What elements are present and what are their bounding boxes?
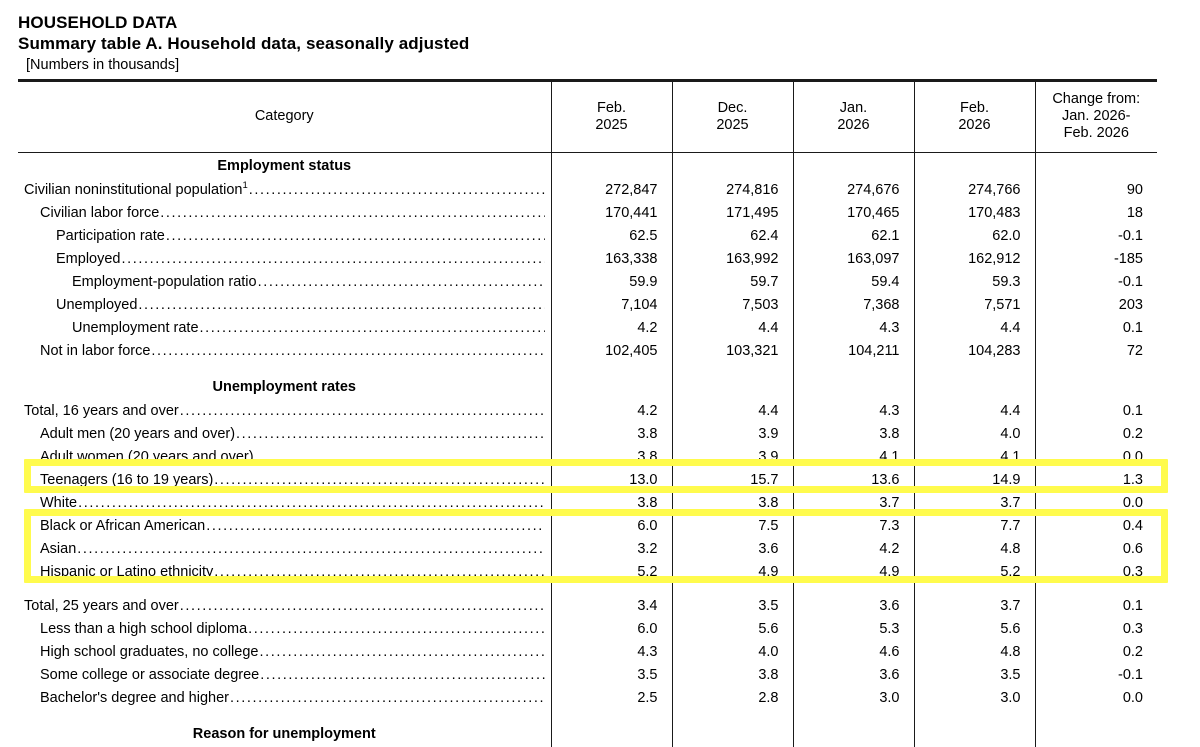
column-header-feb-2026: Feb. 2026: [914, 81, 1035, 153]
dot-leader: [260, 664, 544, 687]
column-header-category: Category: [18, 81, 551, 153]
row-label: Black or African American: [40, 515, 205, 538]
table-row: [18, 179, 1157, 202]
page-title: Summary table A. Household data, seasonally adjusted: [18, 33, 1200, 55]
row-label-cell: [18, 340, 551, 363]
cell-value: 3.5: [672, 595, 793, 618]
cell-value: 104,283: [914, 340, 1035, 363]
cell-value: 3.6: [793, 664, 914, 687]
cell-change: -0.1: [1035, 664, 1157, 687]
cell-value: 3.8: [551, 423, 672, 446]
spacer-cell: [793, 710, 914, 721]
dot-leader: [258, 271, 545, 294]
dot-leader: [214, 469, 544, 492]
table-row: [18, 271, 1157, 294]
table-header: [18, 81, 1157, 153]
dot-leader: [206, 515, 544, 538]
section-heading-cell: [672, 153, 793, 180]
row-label: Employed: [56, 248, 120, 271]
cell-change: 1.3: [1035, 469, 1157, 492]
row-label: Teenagers (16 to 19 years): [40, 469, 213, 492]
cell-value: 3.7: [793, 492, 914, 515]
cell-value: 59.3: [914, 271, 1035, 294]
dot-leader: [259, 641, 544, 664]
row-label: Unemployed: [56, 294, 137, 317]
cell-change: -185: [1035, 248, 1157, 271]
section-heading-row: [18, 374, 1157, 400]
cell-value: 7,104: [551, 294, 672, 317]
cell-value: 5.6: [672, 618, 793, 641]
cell-value: 163,338: [551, 248, 672, 271]
row-label: Unemployment rate: [72, 317, 199, 340]
units-note: [Numbers in thousands]: [18, 55, 1200, 75]
row-label-cell: [18, 179, 551, 202]
table-row: [18, 469, 1157, 492]
row-label-cell: [18, 400, 551, 423]
cell-value: 170,441: [551, 202, 672, 225]
row-label-cell: [18, 595, 551, 618]
row-label: Adult men (20 years and over): [40, 423, 235, 446]
row-label: Not in labor force: [40, 340, 150, 363]
cell-value: 6.0: [551, 618, 672, 641]
spacer-cell: [1035, 363, 1157, 374]
row-label-cell: [18, 664, 551, 687]
row-label-cell: [18, 317, 551, 340]
cell-value: 7.5: [672, 515, 793, 538]
cell-value: 4.2: [551, 400, 672, 423]
summary-table-a-container: [18, 79, 1144, 747]
row-label-cell: [18, 515, 551, 538]
row-label: Civilian noninstitutional population$^1$: [24, 179, 248, 202]
cell-change: 0.2: [1035, 641, 1157, 664]
cell-value: 3.4: [551, 595, 672, 618]
table-row: [18, 248, 1157, 271]
dot-leader: [160, 202, 544, 225]
spacer-cell: [18, 584, 551, 595]
cell-value: 4.9: [672, 561, 793, 584]
cell-value: 3.2: [551, 538, 672, 561]
row-label: Bachelor's degree and higher: [40, 687, 229, 710]
cell-value: 4.9: [793, 561, 914, 584]
section-heading-cell: [551, 374, 672, 400]
table-header-row: [18, 81, 1157, 153]
cell-value: 2.5: [551, 687, 672, 710]
row-label-cell: [18, 248, 551, 271]
section-heading-cell: [1035, 153, 1157, 180]
spacer-cell: [672, 363, 793, 374]
cell-value: 274,816: [672, 179, 793, 202]
table-row: [18, 340, 1157, 363]
row-label-cell: [18, 687, 551, 710]
spacer-cell: [914, 710, 1035, 721]
cell-change: 18: [1035, 202, 1157, 225]
cell-value: 5.2: [551, 561, 672, 584]
dot-leader: [214, 561, 544, 584]
cell-value: 3.6: [672, 538, 793, 561]
cell-value: 5.3: [793, 618, 914, 641]
column-header-jan-2026: Jan. 2026: [793, 81, 914, 153]
cell-change: -0.1: [1035, 271, 1157, 294]
cell-value: 4.3: [793, 317, 914, 340]
table-row: [18, 664, 1157, 687]
cell-change: 0.4: [1035, 515, 1157, 538]
row-label-cell: [18, 618, 551, 641]
spacer-cell: [1035, 584, 1157, 595]
cell-value: 4.4: [672, 400, 793, 423]
cell-change: 90: [1035, 179, 1157, 202]
table-row: [18, 202, 1157, 225]
cell-value: 2.8: [672, 687, 793, 710]
spacer-cell: [1035, 710, 1157, 721]
row-label-cell: [18, 561, 551, 584]
cell-change: 72: [1035, 340, 1157, 363]
spacer-row: [18, 710, 1157, 721]
row-label-cell: [18, 492, 551, 515]
cell-value: 4.1: [914, 446, 1035, 469]
cell-value: 274,766: [914, 179, 1035, 202]
section-heading-cell: [793, 721, 914, 747]
spacer-cell: [793, 363, 914, 374]
cell-value: 4.6: [793, 641, 914, 664]
cell-value: 7,368: [793, 294, 914, 317]
spacer-cell: [551, 363, 672, 374]
row-label: High school graduates, no college: [40, 641, 258, 664]
cell-change: 0.1: [1035, 400, 1157, 423]
cell-change: -0.1: [1035, 225, 1157, 248]
cell-value: 3.8: [672, 492, 793, 515]
section-heading-cell: [672, 374, 793, 400]
dot-leader: [180, 400, 545, 423]
agency-label: HOUSEHOLD DATA: [18, 12, 1200, 33]
cell-value: 171,495: [672, 202, 793, 225]
cell-value: 104,211: [793, 340, 914, 363]
spacer-row: [18, 363, 1157, 374]
section-heading: Unemployment rates: [18, 374, 551, 400]
table-row: [18, 595, 1157, 618]
cell-value: 15.7: [672, 469, 793, 492]
row-label: Some college or associate degree: [40, 664, 259, 687]
row-label-cell: [18, 641, 551, 664]
table-row: [18, 225, 1157, 248]
row-label-cell: [18, 538, 551, 561]
section-heading-row: [18, 153, 1157, 180]
table-row: [18, 641, 1157, 664]
spacer-cell: [914, 584, 1035, 595]
spacer-cell: [914, 363, 1035, 374]
cell-value: 3.0: [793, 687, 914, 710]
column-header-dec-2025: Dec. 2025: [672, 81, 793, 153]
table-row: [18, 687, 1157, 710]
row-label-cell: [18, 271, 551, 294]
dot-leader: [121, 248, 544, 271]
row-label-cell: [18, 446, 551, 469]
dot-leader: [77, 538, 544, 561]
cell-value: 3.6: [793, 595, 914, 618]
footnote-marker: 1: [242, 180, 247, 191]
section-heading-cell: [551, 721, 672, 747]
table-body: [18, 153, 1157, 747]
cell-value: 3.8: [672, 664, 793, 687]
cell-change: 0.0: [1035, 492, 1157, 515]
cell-value: 272,847: [551, 179, 672, 202]
cell-value: 62.1: [793, 225, 914, 248]
cell-value: 4.3: [551, 641, 672, 664]
cell-change: 0.0: [1035, 687, 1157, 710]
section-heading-cell: [793, 153, 914, 180]
dot-leader: [200, 317, 545, 340]
cell-value: 3.8: [551, 446, 672, 469]
cell-value: 4.2: [793, 538, 914, 561]
cell-value: 170,483: [914, 202, 1035, 225]
row-label: White: [40, 492, 77, 515]
dot-leader: [78, 492, 544, 515]
cell-value: 163,097: [793, 248, 914, 271]
spacer-cell: [551, 584, 672, 595]
cell-change: 0.1: [1035, 595, 1157, 618]
cell-value: 4.4: [914, 400, 1035, 423]
spacer-cell: [551, 710, 672, 721]
section-heading-cell: [1035, 374, 1157, 400]
section-heading-cell: [914, 153, 1035, 180]
cell-value: 3.5: [551, 664, 672, 687]
cell-value: 3.9: [672, 446, 793, 469]
cell-value: 4.8: [914, 641, 1035, 664]
section-heading-cell: [1035, 721, 1157, 747]
cell-value: 170,465: [793, 202, 914, 225]
cell-change: 0.2: [1035, 423, 1157, 446]
dot-leader: [138, 294, 544, 317]
cell-value: 3.8: [551, 492, 672, 515]
section-heading: Employment status: [18, 153, 551, 180]
column-header-feb-2025: Feb. 2025: [551, 81, 672, 153]
cell-value: 62.4: [672, 225, 793, 248]
spacer-cell: [18, 363, 551, 374]
cell-value: 5.2: [914, 561, 1035, 584]
cell-value: 62.0: [914, 225, 1035, 248]
cell-value: 14.9: [914, 469, 1035, 492]
cell-value: 4.4: [914, 317, 1035, 340]
row-label: Less than a high school diploma: [40, 618, 247, 641]
cell-value: 13.0: [551, 469, 672, 492]
dot-leader: [248, 618, 544, 641]
row-label: Total, 25 years and over: [24, 595, 179, 618]
table-row: [18, 492, 1157, 515]
cell-value: 4.2: [551, 317, 672, 340]
cell-value: 7,571: [914, 294, 1035, 317]
table-row: [18, 538, 1157, 561]
section-heading-cell: [793, 374, 914, 400]
spacer-cell: [18, 710, 551, 721]
row-label: Total, 16 years and over: [24, 400, 179, 423]
cell-value: 5.6: [914, 618, 1035, 641]
cell-change: 0.6: [1035, 538, 1157, 561]
table-row: [18, 515, 1157, 538]
cell-change: 0.3: [1035, 561, 1157, 584]
cell-value: 4.1: [793, 446, 914, 469]
row-label-cell: [18, 202, 551, 225]
dot-leader: [151, 340, 544, 363]
dot-leader: [236, 423, 544, 446]
dot-leader: [255, 446, 545, 469]
cell-change: 203: [1035, 294, 1157, 317]
row-label-cell: [18, 423, 551, 446]
cell-value: 3.8: [793, 423, 914, 446]
cell-value: 4.0: [914, 423, 1035, 446]
section-heading-cell: [914, 721, 1035, 747]
cell-value: 62.5: [551, 225, 672, 248]
cell-value: 13.6: [793, 469, 914, 492]
cell-value: 3.0: [914, 687, 1035, 710]
section-heading-cell: [672, 721, 793, 747]
section-heading-cell: [914, 374, 1035, 400]
cell-value: 103,321: [672, 340, 793, 363]
cell-value: 3.5: [914, 664, 1035, 687]
spacer-cell: [672, 710, 793, 721]
section-heading-row: [18, 721, 1157, 747]
row-label-cell: [18, 294, 551, 317]
cell-value: 59.9: [551, 271, 672, 294]
table-row: [18, 294, 1157, 317]
cell-change: 0.3: [1035, 618, 1157, 641]
page-header: [0, 0, 1200, 75]
cell-value: 163,992: [672, 248, 793, 271]
spacer-cell: [672, 584, 793, 595]
dot-leader: [249, 179, 545, 202]
cell-value: 4.8: [914, 538, 1035, 561]
cell-value: 3.7: [914, 492, 1035, 515]
row-label: Adult women (20 years and over): [40, 446, 254, 469]
cell-value: 4.4: [672, 317, 793, 340]
cell-value: 59.7: [672, 271, 793, 294]
cell-value: 7.3: [793, 515, 914, 538]
table-row: [18, 446, 1157, 469]
cell-value: 274,676: [793, 179, 914, 202]
cell-change: 0.1: [1035, 317, 1157, 340]
cell-value: 7,503: [672, 294, 793, 317]
summary-table-a: [18, 79, 1157, 747]
column-header-change: Change from: Jan. 2026- Feb. 2026: [1035, 81, 1157, 153]
cell-value: 4.0: [672, 641, 793, 664]
row-label: Participation rate: [56, 225, 165, 248]
row-label-cell: [18, 225, 551, 248]
cell-value: 162,912: [914, 248, 1035, 271]
row-label: Asian: [40, 538, 76, 561]
cell-value: 6.0: [551, 515, 672, 538]
table-row: [18, 400, 1157, 423]
cell-value: 4.3: [793, 400, 914, 423]
table-row: [18, 561, 1157, 584]
spacer-cell: [793, 584, 914, 595]
dot-leader: [180, 595, 545, 618]
row-label: Employment-population ratio: [72, 271, 257, 294]
table-row: [18, 618, 1157, 641]
cell-change: 0.0: [1035, 446, 1157, 469]
dot-leader: [230, 687, 545, 710]
row-label: Hispanic or Latino ethnicity: [40, 561, 213, 584]
cell-value: 3.7: [914, 595, 1035, 618]
section-heading: Reason for unemployment: [18, 721, 551, 747]
dot-leader: [166, 225, 545, 248]
cell-value: 3.9: [672, 423, 793, 446]
cell-value: 59.4: [793, 271, 914, 294]
row-label-cell: [18, 469, 551, 492]
spacer-row: [18, 584, 1157, 595]
cell-value: 102,405: [551, 340, 672, 363]
row-label: Civilian labor force: [40, 202, 159, 225]
table-row: [18, 423, 1157, 446]
table-row: [18, 317, 1157, 340]
cell-value: 7.7: [914, 515, 1035, 538]
section-heading-cell: [551, 153, 672, 180]
